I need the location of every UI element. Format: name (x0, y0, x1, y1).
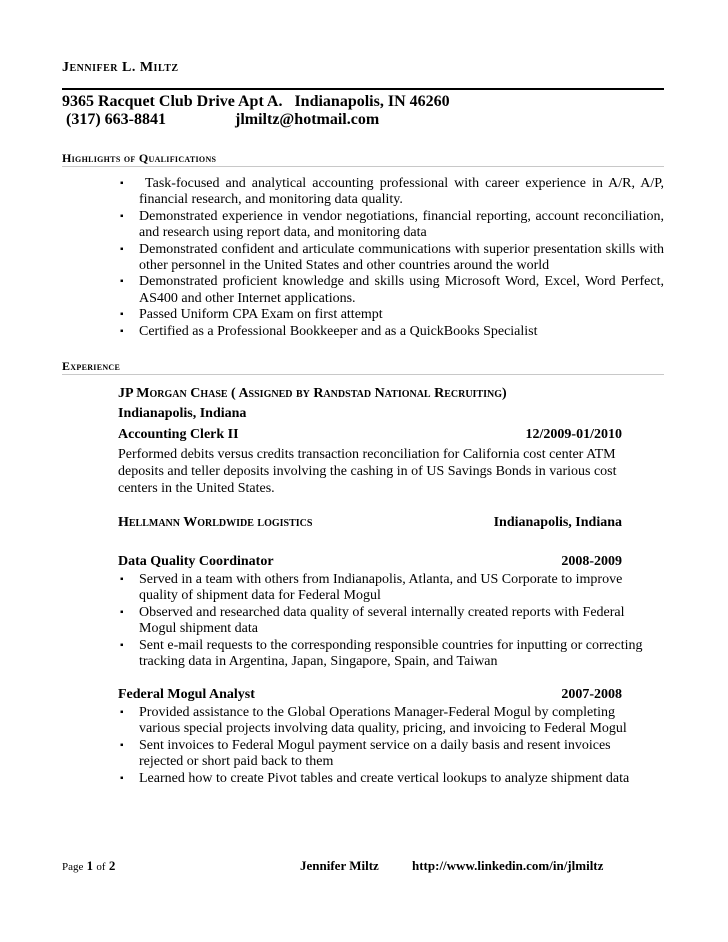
page-total: 2 (108, 858, 116, 873)
square-bullet-icon: ▪ (120, 639, 124, 651)
list-item: ▪ Observed and researched data quality of several internally created reports with Federal Mogul shipment data (120, 604, 625, 637)
square-bullet-icon: ▪ (120, 178, 124, 189)
square-bullet-icon: ▪ (120, 772, 124, 784)
role-bullets (118, 705, 658, 787)
section-divider (62, 166, 664, 167)
page-indicator (62, 858, 115, 874)
role-bullets (118, 572, 658, 670)
list-item: ▪ Task-focused and analytical accounting professional with career experience in A/R, A/P, financial research, and monitoring data quality. (120, 176, 668, 208)
list-item: ▪ Served in a team with others from Indianapolis, Atlanta, and US Corporate to improve quality of shipment data for Federal Mogul (120, 572, 623, 604)
job-dates: 2007-2008 (561, 687, 622, 702)
job-description: Performed debits versus credits transaction reconciliation for California cost center ATM deposits and teller deposits involving the cashing in of US Savings Bonds in various cost centers in the United States. (118, 447, 617, 496)
header-divider (62, 88, 664, 90)
company-row-hellmann (118, 515, 622, 531)
square-bullet-icon: ▪ (120, 243, 124, 255)
list-item: ▪ Sent e-mail requests to the corresponding responsible countries for inputting or correcting tracking data in Argentina, Japan, Singapore, Spain, and Taiwan (120, 637, 643, 670)
resume-name: Jennifer L. Miltz (62, 60, 179, 75)
page-number: 1 (86, 858, 94, 873)
square-bullet-icon: ▪ (120, 276, 124, 288)
list-item: ▪ Demonstrated proficient knowledge and skills using Microsoft Word, Excel, Word Perfect, AS400 and other Internet applications. (120, 274, 664, 306)
address: 9365 Racquet Club Drive Apt A. Indianapolis, IN 46260 (62, 93, 450, 110)
company-name-hellmann: Hellmann Worldwide logistics (118, 515, 313, 530)
square-bullet-icon: ▪ (120, 606, 124, 618)
square-bullet-icon: ▪ (120, 325, 124, 337)
job-title: Accounting Clerk II (118, 427, 239, 442)
qualifications-list (118, 176, 668, 340)
section-divider (62, 374, 664, 375)
job-title-row (118, 687, 622, 703)
of-word: of (96, 861, 106, 873)
list-item: ▪ Learned how to create Pivot tables and create vertical lookups to analyze shipment data (120, 770, 630, 786)
email: jlmiltz@hotmail.com (235, 111, 380, 128)
linkedin-link[interactable]: http://www.linkedin.com/in/jlmiltz (412, 858, 604, 873)
square-bullet-icon: ▪ (120, 707, 124, 718)
job-dates: 12/2009-01/2010 (525, 427, 622, 442)
list-item: ▪ Demonstrated experience in vendor negotiations, financial reporting, account reconciliation, and research using report data, and monitoring data (120, 208, 664, 241)
job-dates: 2008-2009 (561, 554, 622, 569)
job-location: Indianapolis, Indiana (118, 406, 247, 421)
square-bullet-icon: ▪ (120, 210, 124, 222)
phone: (317) 663-8841 (62, 111, 166, 128)
list-item: ▪ Sent invoices to Federal Mogul payment service on a daily basis and resent invoices rejected or short paid back to them (120, 737, 611, 770)
section-heading-experience: Experience (62, 359, 121, 373)
job-title-row (118, 427, 622, 443)
section-heading-qualifications: Highlights of Qualifications (62, 151, 217, 165)
page-word: Page (62, 861, 84, 873)
list-item: ▪ Demonstrated confident and articulate communications with superior presentation skills with other personnel in the United States and other countries around the world (120, 241, 664, 274)
job-title: Federal Mogul Analyst (118, 687, 255, 702)
square-bullet-icon: ▪ (120, 574, 124, 585)
list-item: ▪ Provided assistance to the Global Operations Manager-Federal Mogul by completing various special projects involving data quality, pricing, and invoicing to Federal Mogul (120, 705, 627, 737)
list-item: ▪ Passed Uniform CPA Exam on first attempt (120, 307, 383, 323)
job-title-row (118, 554, 622, 570)
company-name-jpmorgan: JP Morgan Chase ( Assigned by Randstad National Recruiting) (118, 386, 507, 401)
list-item: ▪ Certified as a Professional Bookkeeper and as a QuickBooks Specialist (120, 323, 538, 339)
square-bullet-icon: ▪ (120, 739, 124, 751)
square-bullet-icon: ▪ (120, 309, 124, 321)
footer-name: Jennifer Miltz (300, 858, 379, 873)
company-location: Indianapolis, Indiana (493, 515, 622, 530)
job-title: Data Quality Coordinator (118, 554, 274, 569)
